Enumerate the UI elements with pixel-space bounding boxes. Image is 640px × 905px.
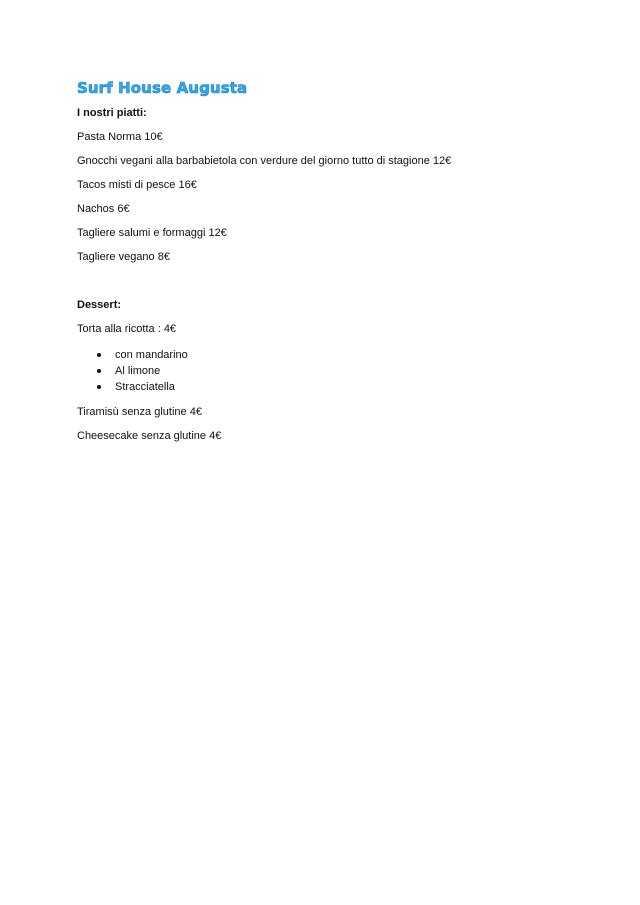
- menu-item: Gnocchi vegani alla barbabietola con verdure del giorno tutto di stagione 12€: [77, 155, 452, 167]
- ricotta-options-list: [77, 347, 577, 395]
- list-item: [77, 363, 577, 379]
- menu-item: Tagliere vegano 8€: [77, 251, 170, 263]
- menu-title: Surf House Augusta: [77, 79, 248, 97]
- menu-content: [77, 78, 577, 443]
- list-item: [77, 347, 577, 363]
- menu-item: Pasta Norma 10€: [77, 131, 163, 143]
- bullet-icon: [97, 369, 101, 373]
- list-item-label: Stracciatella: [115, 381, 175, 393]
- dessert-item-ricotta: Torta alla ricotta : 4€: [77, 323, 177, 335]
- list-item-label: con mandarino: [115, 349, 188, 361]
- dessert-item: Tiramisù senza glutine 4€: [77, 406, 202, 418]
- list-item-label: Al limone: [115, 365, 161, 377]
- bullet-icon: [97, 385, 101, 389]
- menu-item: Tagliere salumi e formaggi 12€: [77, 227, 227, 239]
- dessert-item: Cheesecake senza glutine 4€: [77, 430, 222, 442]
- list-item: [77, 379, 577, 395]
- bullet-icon: [97, 353, 101, 357]
- menu-item: Tacos misti di pesce 16€: [77, 179, 197, 191]
- dessert-heading: Dessert:: [77, 299, 122, 311]
- menu-item: Nachos 6€: [77, 203, 130, 215]
- main-dishes-heading: I nostri piatti:: [77, 107, 147, 119]
